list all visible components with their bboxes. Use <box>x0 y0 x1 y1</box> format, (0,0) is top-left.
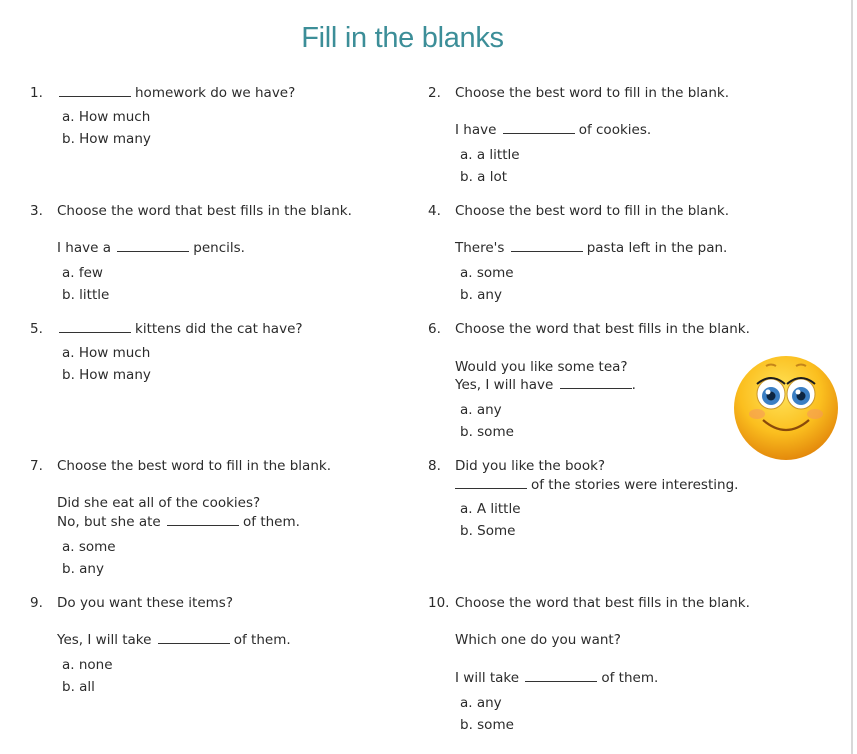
sentence-text: pencils. <box>193 240 245 256</box>
question-prompt: Choose the best word to fill in the blank. <box>57 458 331 474</box>
question-number: 10. <box>428 595 450 611</box>
blank <box>167 513 239 526</box>
sentence-text: I will take <box>455 670 520 686</box>
option-a: a. A little <box>460 501 521 517</box>
question-prompt: Choose the best word to fill in the blank. <box>455 85 729 101</box>
question-prompt: Choose the best word to fill in the blank. <box>455 203 729 219</box>
question-number: 1. <box>30 85 43 101</box>
question-number: 9. <box>30 595 43 611</box>
sentence-text: Yes, I will take <box>57 632 152 648</box>
blank <box>158 631 230 644</box>
option-a: a. a little <box>460 147 520 163</box>
option-b: b. some <box>460 717 514 733</box>
question-number: 5. <box>30 321 43 337</box>
question-sentence <box>455 121 651 139</box>
blank <box>117 239 189 252</box>
option-a: a. any <box>460 695 502 711</box>
page-edge-divider <box>851 0 853 754</box>
question-number: 4. <box>428 203 441 219</box>
question-number: 3. <box>30 203 43 219</box>
sentence-text: of them. <box>601 670 659 686</box>
question-prompt <box>57 320 303 338</box>
option-b: b. all <box>62 679 95 695</box>
question-sentence <box>455 239 727 257</box>
sentence-text: of them. <box>243 514 300 530</box>
question-sentence <box>455 376 636 394</box>
question-sentence <box>57 631 291 649</box>
question-prompt: Do you want these items? <box>57 595 233 611</box>
question-number: 7. <box>30 458 43 474</box>
sentence-text: I have a <box>57 240 111 256</box>
option-b: b. How many <box>62 367 151 383</box>
question-prompt: Choose the word that best fills in the blank. <box>57 203 352 219</box>
question-number: 6. <box>428 321 441 337</box>
question-prompt: Choose the word that best fills in the blank. <box>455 595 750 611</box>
option-a: a. some <box>460 265 514 281</box>
question-prompt <box>57 84 295 102</box>
sentence-text: of cookies. <box>578 122 652 138</box>
question-sentence <box>57 513 300 531</box>
question-sentence-line1: Which one do you want? <box>455 632 621 648</box>
question-prompt: Choose the word that best fills in the blank. <box>455 321 750 337</box>
blank <box>59 320 131 333</box>
sentence-text: Yes, I will have <box>455 377 554 393</box>
blank <box>503 121 575 134</box>
option-a: a. any <box>460 402 502 418</box>
option-b: b. any <box>460 287 502 303</box>
page-title: Fill in the blanks <box>301 22 504 54</box>
sentence-text: of the stories were interesting. <box>531 477 739 493</box>
sentence-text: No, but she ate <box>57 514 161 530</box>
question-number: 2. <box>428 85 441 101</box>
question-sentence <box>455 476 738 494</box>
sentence-text: I have <box>455 122 497 138</box>
option-b: b. How many <box>62 131 151 147</box>
question-prompt: Did you like the book? <box>455 458 606 474</box>
option-b: b. a lot <box>460 169 508 185</box>
question-sentence-line1: Would you like some tea? <box>455 359 628 375</box>
prompt-text: kittens did the cat have? <box>135 321 303 337</box>
option-b: b. little <box>62 287 110 303</box>
option-a: a. none <box>62 657 113 673</box>
question-sentence <box>57 239 245 257</box>
blank <box>455 476 527 489</box>
smiley-emoji-icon <box>731 354 841 462</box>
blank <box>560 376 632 389</box>
blank <box>525 669 597 682</box>
sentence-text: . <box>631 377 636 393</box>
option-a: a. How much <box>62 345 151 361</box>
option-a: a. How much <box>62 109 151 125</box>
sentence-text: There's <box>455 240 505 256</box>
question-sentence <box>455 669 658 687</box>
sentence-text: of them. <box>233 632 291 648</box>
prompt-text: homework do we have? <box>135 85 296 101</box>
option-b: b. some <box>460 424 514 440</box>
option-b: b. Some <box>460 523 516 539</box>
sentence-text: pasta left in the pan. <box>586 240 728 256</box>
blank <box>511 239 583 252</box>
option-b: b. any <box>62 561 104 577</box>
question-number: 8. <box>428 458 441 474</box>
blank <box>59 84 131 97</box>
question-sentence-line1: Did she eat all of the cookies? <box>57 495 261 511</box>
option-a: a. some <box>62 539 116 555</box>
option-a: a. few <box>62 265 103 281</box>
